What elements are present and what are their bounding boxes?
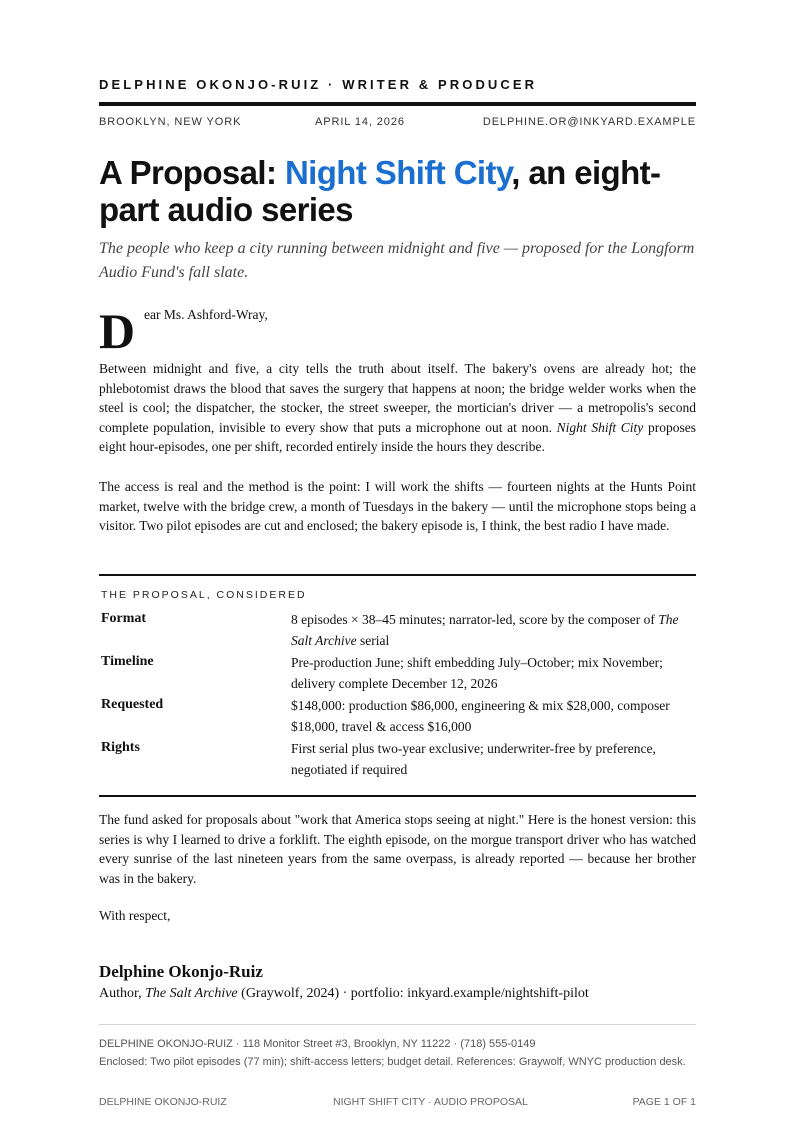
format-italic: The Salt Archive [291, 612, 679, 648]
row-label-requested: Requested [101, 697, 164, 712]
masthead-rule [99, 102, 696, 106]
signature-book: The Salt Archive [145, 986, 238, 1001]
table-heading: THE PROPOSAL, CONSIDERED [101, 589, 307, 601]
paragraph-1-text: Between midnight and five, a city tells the truth about itself. The bakery's ovens are already hot; the phlebotomist draws the blood that saves the surgery that happens at noon; the bridge welder works when the steel is cool; the dispatcher, the stocker, the street sweeper, the mortician's driver — a metropolis's second complete population, invisible to every show that puts a microphone out at noon. [99, 361, 696, 435]
subtitle: The people who keep a city running between midnight and five — proposed for the Longform Audio Fund's fall slate. [99, 240, 695, 281]
footer-divider [99, 1024, 696, 1025]
paragraph-3: The fund asked for proposals about "work that America stops seeing at night." Here is the honest version: this series is why I learned to drive a forklift. The eighth episode, on the morgue transport driver who has watched every sunrise of the last nineteen years from the same overpass, is already reported — because her brother was in the bakery. [99, 812, 696, 886]
row-label-rights: Rights [101, 740, 140, 755]
title-highlight: Night Shift City [284, 154, 512, 191]
footer-enclosed: Enclosed: Two pilot episodes (77 min); shift-access letters; budget detail. References: Graywolf, WNYC production desk. [99, 1056, 686, 1068]
email: DELPHINE.OR@INKYARD.EXAMPLE [482, 116, 696, 128]
closing: With respect, [99, 908, 171, 923]
title-suffix: , an eight-part audio series [99, 154, 661, 228]
paragraph-1 [99, 359, 696, 457]
table-top-rule [99, 574, 696, 576]
date: APRIL 14, 2026 [315, 116, 405, 128]
signature-name: Delphine Okonjo-Ruiz [99, 962, 263, 981]
format-text-end: serial [356, 632, 390, 648]
row-label-timeline: Timeline [101, 654, 154, 669]
masthead: DELPHINE OKONJO-RUIZ · WRITER & PRODUCER [99, 77, 538, 92]
footer-center: NIGHT SHIFT CITY · AUDIO PROPOSAL [333, 1096, 528, 1108]
row-label-format: Format [101, 611, 147, 626]
signature-portfolio: (Graywolf, 2024) · portfolio: inkyard.example/nightshift-pilot [237, 986, 589, 1001]
paragraph-2: The access is real and the method is the point: I will work the shifts — fourteen nights at the Hunts Point market, twelve with the bridge crew, a month of Tuesdays in the bakery — until the microphone stops being a visitor. Two pilot episodes are cut and enclosed; the bakery episode is, I think, the best radio I have made. [99, 479, 696, 533]
signature-line [99, 986, 589, 1002]
page-title [99, 154, 696, 228]
salutation: ear Ms. Ashford-Wray, [144, 307, 268, 322]
signature-role: Author, [99, 986, 146, 1001]
page-number: PAGE 1 OF 1 [632, 1096, 696, 1108]
row-value-format [291, 610, 691, 651]
paragraph-1-end: proposes eight hour-episodes, one per shift, recorded entirely inside the hours they describe. [99, 419, 696, 454]
series-title-italic: Night Shift City [556, 419, 644, 435]
table-bottom-rule [99, 795, 696, 797]
footer-address: DELPHINE OKONJO-RUIZ · 118 Monitor Street #3, Brooklyn, NY 11222 · (718) 555-0149 [99, 1038, 536, 1050]
drop-cap: D [99, 303, 136, 359]
row-value-rights: First serial plus two-year exclusive; underwriter-free by preference, negotiated if required [291, 741, 656, 777]
row-value-requested: $148,000: production $86,000, engineering & mix $28,000, composer $18,000, travel & access $16,000 [291, 698, 670, 734]
location: BROOKLYN, NEW YORK [99, 116, 242, 128]
footer-left: DELPHINE OKONJO-RUIZ [99, 1096, 227, 1108]
title-prefix: A Proposal: [99, 154, 285, 191]
row-value-timeline: Pre-production June; shift embedding July–October; mix November; delivery complete December 12, 2026 [291, 655, 663, 691]
format-text: 8 episodes × 38–45 minutes; narrator-led, score by the composer of [291, 612, 659, 627]
